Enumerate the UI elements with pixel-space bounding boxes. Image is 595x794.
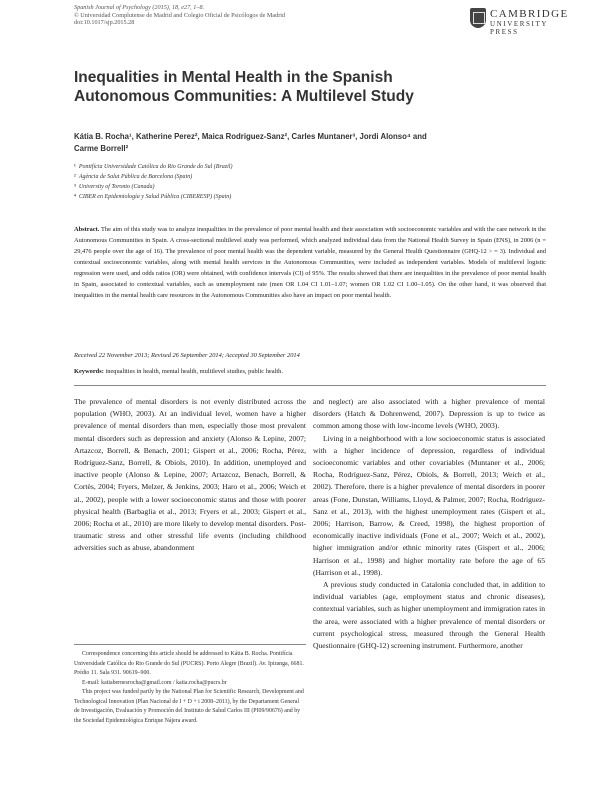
- authors-line-2: Carme Borrell²: [74, 144, 129, 153]
- affiliation-item: [74, 162, 544, 172]
- publisher-logo: [470, 8, 569, 36]
- body-paragraph: The prevalence of mental disorders is not evenly distributed across the population (WHO, 2003). At an individual level, women have a higher prevalence of mental disorders than men, especially those most prevalent mental disorders such as depression and anxiety (Alonso & Lepine, 2007; Artazcoz, Borrell, & Benach, 2001; Gispert et al., 2006; Rocha, Pérez, Rodríguez-Sanz, Borrell, & Obiols, 2010). In addition, unemployed and inactive people (Alonso & Lepine, 2007; Artazcoz, Benach, Borrell, & Cortès, 2004; Fryers, Melzer, & Jenkins, 2003; Haro et al., 2006; Weich et al., 2002), people with a lower socioeconomic status and those with poorer physical health (Barbaglia et al., 2013; Fryers et al., 2003; Gispert et al., 2006; Rocha et al., 2010) are more likely to develop mental disorders. Post-traumatic stress and other stressful life events (including childhood adversities such as abuse, abandonment: [74, 397, 306, 553]
- affiliation-number: ⁴: [74, 194, 76, 200]
- affiliation-number: ¹: [74, 164, 76, 170]
- body-column-right: [313, 396, 545, 652]
- correspondence-note: Correspondence concerning this article should be addressed to Kátia B. Rocha. Pontifícia Universidade Católica do Rio Grande do Sul (PUCRS). Porto Alegre (Brazil). Av. Ipiranga, 6681. Prédio 11. Sala 931. 90619–900.: [74, 651, 304, 676]
- journal-line: Spanish Journal of Psychology (2015), 18, e27, 1–8.: [74, 4, 205, 11]
- section-divider: [74, 385, 546, 386]
- affiliation-text: Agència de Salut Pública de Barcelona (Spain): [78, 174, 193, 180]
- abstract-label: Abstract.: [74, 226, 100, 233]
- copyright-line: © Universidad Complutense de Madrid and Colegio Oficial de Psicólogos de Madrid: [74, 11, 286, 19]
- publisher-sub: UNIVERSITY PRESS: [490, 20, 548, 36]
- funding-note: This project was funded partly by the National Plan for Scientific Research, Development and Technological Innovation (Plan Nacional de I + D + i 2008–2011), by the Departament General de Investigación, Evaluación y Promoción del Instituto de Salud Carlos III (PI09/90676) and by the Sociedad Epidemiológica Enrique Nájera award.: [74, 689, 304, 724]
- publisher-name: CAMBRIDGE: [490, 8, 569, 20]
- affiliation-item: [74, 192, 544, 202]
- affiliation-item: [74, 182, 544, 192]
- abstract-text: The aim of this study was to analyze inequalities in the prevalence of poor mental health and their association with socioeconomic variables and with the care network in the Autonomous Communities in Spain. A cross-sectional multilevel study was performed, which analyzed individual data from the National Health Survey in Spain (ENS), in 2006 (n = 29,476 people over the age of 16). The prevalence of poor mental health was the dependent variable, measured by the General Health Questionnaire (GHQ-12 > = 3). Individual and contextual socioeconomic variables, along with mental health services in the Autonomous Communities, were included as independent variables. Models of multilevel logistic regression were used, and odds ratios (OR) were obtained, with confidence intervals (CI) of 95%. The results showed that there are inequalities in the prevalence of poor mental health in Spain, associated to contextual variables, such as unemployment rate (men OR 1.04 CI 1.01–1.07; women OR 1.02 CI 1.00–1.05). On the other hand, it was observed that inequalities in the mental health care resources in the Autonomous Communities also have an impact on poor mental health.: [74, 226, 546, 299]
- author-list: [74, 131, 544, 155]
- doi-line: doi:10.1017/sjp.2015.28: [74, 19, 135, 27]
- keywords-label: Keywords:: [74, 368, 104, 375]
- cambridge-crest-icon: [470, 8, 486, 28]
- affiliation-item: [74, 172, 544, 182]
- footnote-divider: [74, 644, 306, 645]
- email-note: E-mail: katiabernesrocha@gmail.com / katia.rocha@pucrs.br: [82, 679, 227, 686]
- body-column-left: [74, 396, 306, 555]
- affiliations: [74, 162, 544, 202]
- affiliation-text: CIBER en Epidemiología y Salud Pública (CIBERESP) (Spain): [78, 194, 232, 200]
- keywords-text: inequalities in health, mental health, multilevel studies, public health.: [105, 368, 283, 375]
- title-line-2: Autonomous Communities: A Multilevel Study: [74, 88, 414, 105]
- article-dates: Received 22 November 2013; Revised 26 September 2014; Accepted 30 September 2014: [74, 352, 300, 359]
- body-paragraph: Living in a neighborhood with a low socioeconomic status is associated with a higher incidence of depression, regardless of individual socioeconomic variables and other covariables (Muntaner et al., 2006; Rocha, Rodríguez-Sanz, Pérez, Obiols, & Borrell, 2013; Weich et al., 2002). Therefore, there is a higher prevalence of mental disorders in poorer areas (Fone, Dunstan, Williams, Lloyd, & Palmer, 2007; Rocha, Rodríguez-Sanz et al., 2013), with the highest unemployment rates (Gispert et al., 2006; Harrison, Barrow, & Creed, 1998), the highest proportion of economically inactive individuals (Fone et al., 2007; Weich et al., 2002), higher immigration and/or ethnic minority rates (Gispert et al., 2006; Harrison et al., 1998) and higher mortality rate before the age of 65 (Harrison et al., 1998).: [313, 433, 545, 577]
- affiliation-text: Pontifícia Universidade Católica do Rio Grande do Sul (Brazil): [78, 164, 233, 170]
- abstract: [74, 224, 546, 301]
- title-line-1: Inequalities in Mental Health in the Spanish: [74, 69, 393, 86]
- article-title: [74, 68, 544, 106]
- keywords: [74, 368, 283, 375]
- footnote: [74, 650, 306, 726]
- authors-line-1: Kátia B. Rocha¹, Katherine Perez², Maica Rodriguez-Sanz², Carles Muntaner³, Jordi Alonso⁴ and: [74, 132, 427, 141]
- affiliation-number: ³: [74, 184, 76, 190]
- body-paragraph: A previous study conducted in Catalonia concluded that, in addition to individual variables (age, employment status and chronic diseases), contextual variables, such as higher unemployment and immigration rates in the area, were associated with a higher prevalence of mental disorders or current psychological stress, measured through the General Health Questionnaire (GHQ-12) screening instrument. Furthermore, another: [313, 580, 545, 651]
- journal-citation: [74, 4, 285, 27]
- body-paragraph: and neglect) are also associated with a higher prevalence of mental disorders (Hatch & Dohrenwend, 2007). Depression is up to twice as common among those with low-income levels (WHO, 2003).: [313, 397, 545, 431]
- affiliation-text: University of Toronto (Canada): [78, 184, 155, 190]
- affiliation-number: ²: [74, 174, 76, 180]
